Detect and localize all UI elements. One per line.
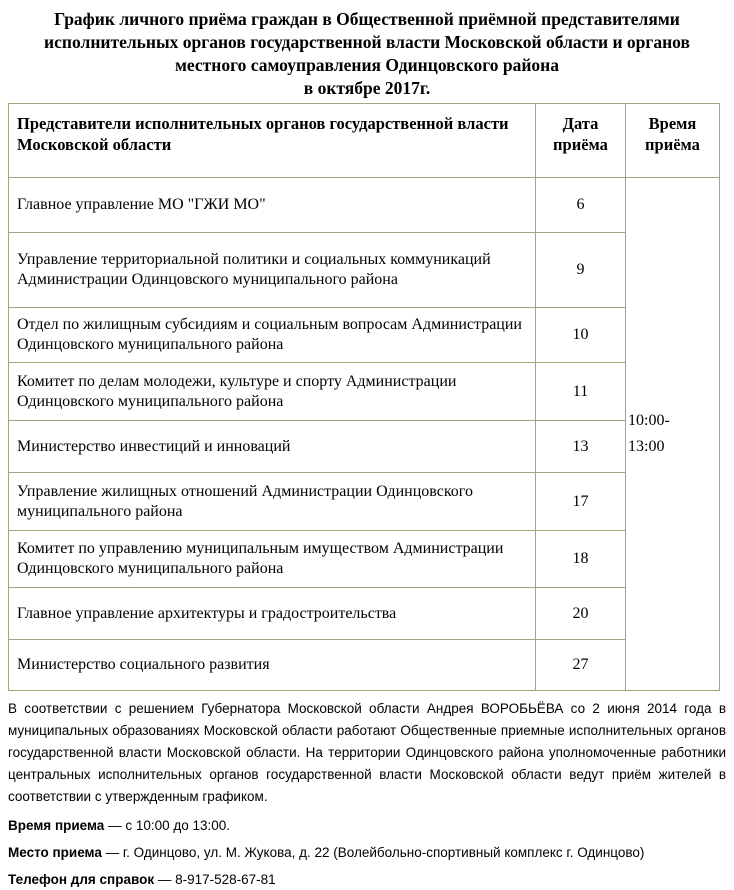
column-header-reception-time: Время приёма: [626, 104, 720, 178]
reception-place-line: [8, 844, 726, 862]
phone-label: Телефон для справок: [8, 872, 155, 887]
agency-name-cell: Комитет по управлению муниципальным имуществом Администрации Одинцовского муниципального района: [9, 531, 536, 588]
column-header-representatives: Представители исполнительных органов государственной власти Московской области: [9, 104, 536, 178]
table-header-row: [9, 104, 720, 178]
page-title-line: исполнительных органов государственной власти Московской области и органов: [44, 32, 690, 52]
page-title-line: График личного приёма граждан в Общественной приёмной представителями: [54, 9, 680, 29]
agency-name-cell: Министерство инвестиций и инноваций: [9, 421, 536, 473]
column-header-reception-date: Дата приёма: [536, 104, 626, 178]
table-row: [9, 178, 720, 233]
page-title: [0, 0, 734, 100]
agency-name-cell: Главное управление архитектуры и градостроительства: [9, 588, 536, 640]
agency-name-cell: Министерство социального развития: [9, 640, 536, 691]
reception-date-cell: 27: [536, 640, 626, 691]
phone-text: — 8-917-528-67-81: [157, 872, 276, 887]
reception-date-cell: 13: [536, 421, 626, 473]
contacts-block: [8, 817, 726, 889]
table-row: [9, 363, 720, 421]
reception-date-cell: 10: [536, 308, 626, 363]
page-title-line: в октябре 2017г.: [303, 78, 431, 98]
reception-time-label: Время приема: [8, 818, 105, 833]
reception-date-cell: 20: [536, 588, 626, 640]
reception-date-cell: 9: [536, 233, 626, 308]
agency-name-cell: Управление жилищных отношений Администрации Одинцовского муниципального района: [9, 473, 536, 531]
phone-line: [8, 871, 726, 889]
footnote-paragraph: В соответствии с решением Губернатора Московской области Андрея ВОРОБЬЁВА со 2 июня 2014 года в муниципальных образованиях Московской области работают Общественные приемные исполнительных органов государственной власти Московской области. На территории Одинцовского района уполномоченные работники центральных исполнительных органов государственной власти Московской области ведут приём жителей в соответствии с утвержденным графиком.: [8, 701, 726, 804]
table-row: [9, 640, 720, 691]
agency-name-cell: Комитет по делам молодежи, культуре и спорту Администрации Одинцовского муниципального района: [9, 363, 536, 421]
reception-date-cell: 17: [536, 473, 626, 531]
table-row: [9, 421, 720, 473]
reception-time-cell: [626, 178, 720, 691]
page-title-line: местного самоуправления Одинцовского района: [175, 55, 559, 75]
table-row: [9, 473, 720, 531]
reception-time-value: 10:00-13:00: [628, 412, 670, 455]
agency-name-cell: Главное управление МО "ГЖИ МО": [9, 178, 536, 233]
reception-place-text: — г. Одинцово, ул. М. Жукова, д. 22 (Волейбольно-спортивный комплекс г. Одинцово): [105, 845, 645, 860]
reception-date-cell: 18: [536, 531, 626, 588]
agency-name-cell: Отдел по жилищным субсидиям и социальным вопросам Администрации Одинцовского муниципального района: [9, 308, 536, 363]
reception-time-text: — с 10:00 до 13:00.: [108, 818, 231, 833]
reception-date-cell: 11: [536, 363, 626, 421]
reception-place-label: Место приема: [8, 845, 102, 860]
reception-time-line: [8, 817, 726, 835]
table-row: [9, 588, 720, 640]
table-row: [9, 233, 720, 308]
reception-schedule-table: [8, 103, 720, 691]
agency-name-cell: Управление территориальной политики и социальных коммуникаций Администрации Одинцовского муниципального района: [9, 233, 536, 308]
table-row: [9, 308, 720, 363]
reception-date-cell: 6: [536, 178, 626, 233]
table-row: [9, 531, 720, 588]
